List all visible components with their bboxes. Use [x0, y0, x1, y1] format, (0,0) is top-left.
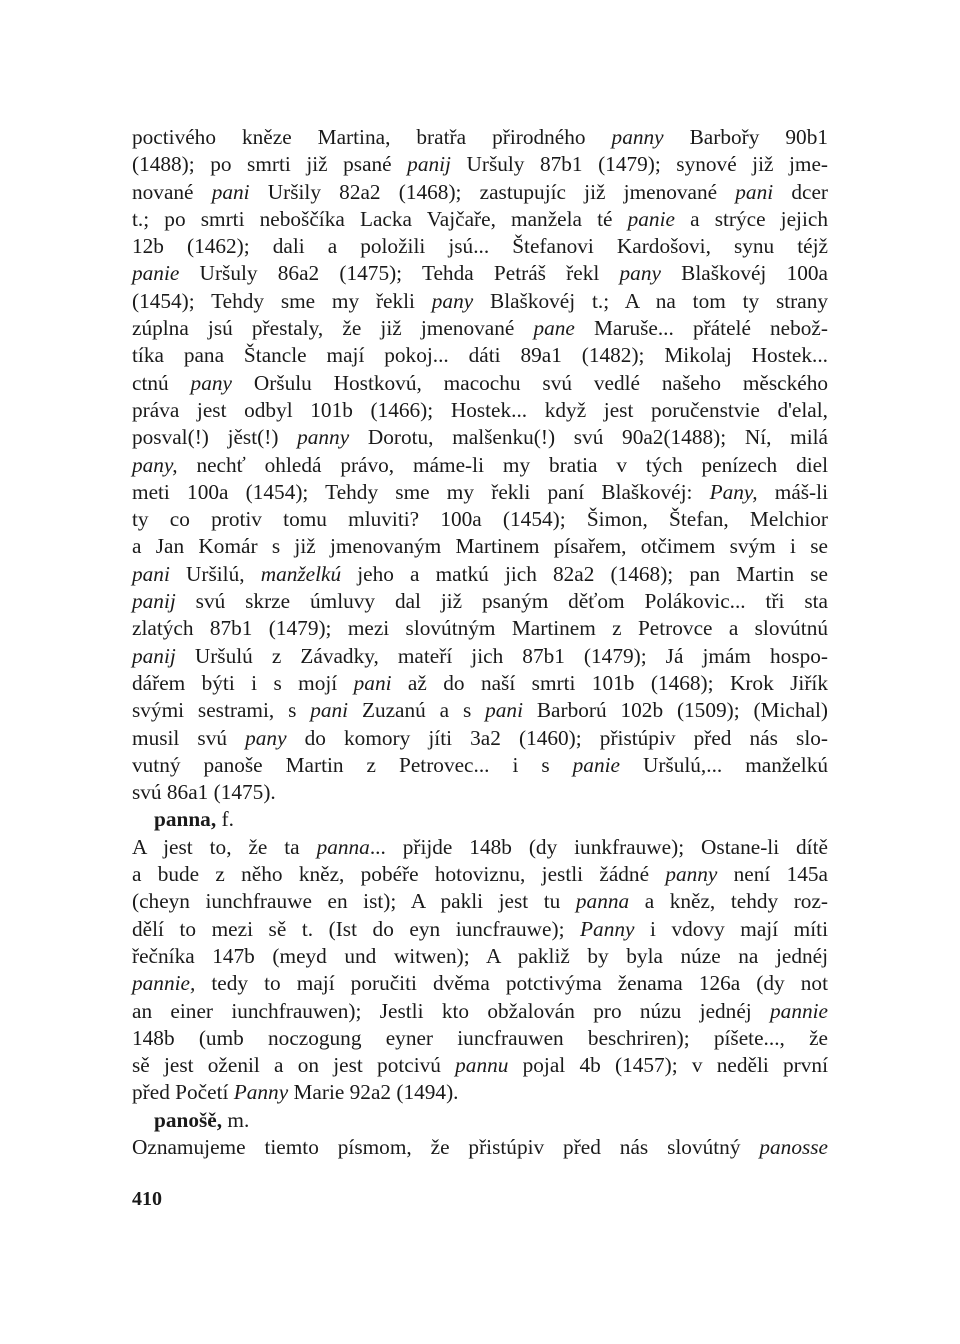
italic-term: Pany,: [709, 479, 758, 504]
text-segment: posval(!) jěst(!): [132, 425, 298, 450]
text-line: [132, 370, 828, 397]
text-segment: není 145a: [717, 862, 828, 887]
entry-headword-line: [132, 806, 828, 833]
text-segment: Uršilú,: [169, 561, 261, 586]
text-line: [132, 752, 828, 779]
text-line: [132, 1025, 828, 1052]
italic-term: panny: [611, 125, 664, 149]
text-line: [132, 533, 828, 560]
text-segment: dářem býti i s mojí: [132, 670, 354, 695]
text-segment: (cheyn iunchfrauwe en ist); A pakli jest tu: [132, 889, 576, 914]
text-segment: Oršulu Hostkovú, macochu svú vedlé našeho měsckého: [231, 370, 829, 395]
text-line: [132, 588, 828, 615]
italic-term: pany: [431, 288, 474, 313]
italic-term: panosse: [759, 1134, 828, 1159]
text-segment: pojal 4b (1457); v neděli první: [508, 1053, 828, 1078]
italic-term: pani: [310, 698, 349, 723]
text-segment: A jest to, že ta: [132, 834, 317, 859]
text-segment: 148b (umb noczogung eyner iuncfrauwen beschriren); píšete..., že: [132, 1025, 828, 1050]
text-segment: a kněz, tehdy roz-: [629, 889, 828, 914]
text-segment: Uršily 82a2 (1468); zastupujíc již jmenované: [249, 179, 736, 204]
text-segment: f.: [216, 807, 234, 832]
text-segment: sě jest oženil a on jest potcivú: [132, 1053, 456, 1078]
text-line: [132, 998, 828, 1025]
text-segment: i vdovy mají míti: [634, 916, 828, 941]
text-line: [132, 779, 828, 806]
italic-term: panna: [316, 834, 370, 859]
text-segment: Marie 92a2 (1494).: [288, 1080, 459, 1105]
text-segment: Oznamujeme tiemto písmom, že přistúpiv před nás slovútný: [132, 1134, 760, 1159]
text-segment: Zuzanú a s: [348, 698, 486, 723]
text-line: [132, 561, 828, 588]
text-segment: dělí to mezi sě t. (Ist do eyn iuncfrauwe);: [132, 916, 581, 941]
italic-term: panny: [665, 862, 718, 887]
text-line: [132, 506, 828, 533]
italic-term: pani: [485, 698, 523, 723]
text-segment: svými sestrami, s: [132, 698, 311, 723]
italic-term: Panny: [233, 1080, 289, 1105]
italic-term: pani: [211, 179, 250, 204]
text-line: [132, 943, 828, 970]
text-segment: řečníka 147b (meyd und witwen); A pakliž by byla núze na jednéj: [132, 943, 828, 968]
text-segment: zlatých 87b1 (1479); mezi slovútným Martinem z Petrovce a slovútnú: [132, 616, 828, 641]
text-line: [132, 643, 828, 670]
italic-term: panie: [132, 261, 180, 286]
text-segment: dcer: [773, 179, 828, 204]
text-segment: Uršulú z Závadky, mateří jich 87b1 (1479); Já jmám hospo-: [175, 643, 828, 668]
text-line: [132, 124, 828, 151]
text-segment: Uršuly 87b1 (1479); synové již jme-: [450, 152, 829, 177]
text-line: [132, 1079, 828, 1106]
text-line: [132, 615, 828, 642]
text-line: [132, 479, 828, 506]
page-number: 410: [132, 1188, 162, 1210]
text-segment: a Jan Komár s již jmenovaným Martinem písařem, otčimem svým i se: [132, 534, 828, 559]
text-segment: (1488); po smrti již psané: [132, 152, 408, 177]
headword: panna,: [154, 807, 217, 832]
italic-term: pani: [735, 179, 774, 204]
text-segment: ctnú: [132, 370, 191, 395]
text-line: [132, 1134, 828, 1161]
text-segment: Barbořy 90b1: [663, 125, 828, 149]
text-segment: Dorotu, malšenku(!) svú 90a2(1488); Ní, milá: [349, 425, 828, 450]
text-line: [132, 233, 828, 260]
text-segment: a strýce jejich: [674, 206, 828, 231]
text-segment: Uršulú,... manželkú: [619, 752, 828, 777]
page-body: [132, 124, 828, 1161]
text-segment: zúplna jsú přestaly, že již jmenované: [132, 316, 534, 341]
text-line: [132, 888, 828, 915]
text-segment: nované: [132, 179, 212, 204]
text-segment: musil svú: [132, 725, 246, 750]
text-line: [132, 970, 828, 997]
text-line: [132, 179, 828, 206]
text-segment: poctivého kněze Martina, bratřa přirodného: [132, 125, 612, 149]
text-line: [132, 315, 828, 342]
italic-term: manželkú: [260, 561, 342, 586]
text-segment: vutný panoše Martin z Petrovec... i s: [132, 752, 573, 777]
text-line: [132, 725, 828, 752]
italic-term: panna: [575, 889, 630, 914]
italic-term: pani: [353, 670, 392, 695]
italic-term: pannie: [770, 998, 828, 1023]
text-segment: až do naší smrti 101b (1468); Krok Jiřík: [391, 670, 828, 695]
text-segment: Blaškovéj 100a: [660, 261, 828, 286]
text-line: [132, 151, 828, 178]
text-line: [132, 670, 828, 697]
text-line: [132, 861, 828, 888]
text-line: [132, 260, 828, 287]
text-segment: jeho a matkú jich 82a2 (1468); pan Martin se: [341, 561, 829, 586]
text-segment: m.: [222, 1107, 250, 1132]
text-segment: 12b (1462); dali a položili jsú... Štefanovi Kardošovi, synu téjž: [132, 234, 828, 259]
text-segment: Uršuly 86a2 (1475); Tehda Petráš řekl: [179, 261, 620, 286]
text-segment: Barború 102b (1509); (Michal): [523, 698, 828, 723]
italic-term: panie: [627, 206, 675, 231]
entry-headword-line: [132, 1107, 828, 1134]
text-line: [132, 1052, 828, 1079]
text-segment: ty co protiv tomu mluviti? 100a (1454); Šimon, Štefan, Melchior: [132, 507, 828, 532]
italic-term: pany: [245, 725, 287, 750]
text-segment: svú 86a1 (1475).: [132, 780, 276, 805]
text-segment: práva jest odbyl 101b (1466); Hostek... když jest poručenstvie d'elal,: [132, 397, 828, 422]
text-line: [132, 834, 828, 861]
italic-term: pane: [533, 316, 575, 341]
text-segment: meti 100a (1454); Tehdy sme my řekli paní Blaškovéj:: [132, 479, 710, 504]
text-segment: t.; po smrti neboščíka Lacka Vajčaře, manžela té: [132, 206, 628, 231]
text-segment: ... přijde 148b (dy iunkfrauwe); Ostane-li dítě: [369, 834, 828, 859]
italic-term: pany: [619, 261, 661, 286]
text-line: [132, 288, 828, 315]
italic-term: panie: [572, 752, 620, 777]
italic-term: pany: [190, 370, 232, 395]
text-segment: (1454); Tehdy sme my řekli: [132, 288, 432, 313]
italic-term: panij: [132, 589, 176, 614]
text-line: [132, 697, 828, 724]
text-segment: Maruše... přátelé nebož-: [574, 316, 828, 341]
text-line: [132, 206, 828, 233]
text-segment: tedy to mají poručiti dvěma potctivýma ženama 126a (dy not: [195, 971, 828, 996]
text-segment: nechť ohledá právo, máme-li my bratia v tých penízech diel: [177, 452, 828, 477]
text-segment: a bude z něho kněz, pobéře hotoviznu, jestli žádné: [132, 862, 666, 887]
text-segment: Blaškovéj t.; A na tom ty strany: [473, 288, 828, 313]
text-line: [132, 452, 828, 479]
headword: panošě,: [154, 1107, 223, 1132]
italic-term: pany,: [132, 452, 178, 477]
italic-term: panij: [407, 152, 451, 177]
text-segment: před Početí: [132, 1080, 234, 1105]
text-line: [132, 342, 828, 369]
italic-term: pannie,: [132, 971, 196, 996]
italic-term: panij: [132, 643, 176, 668]
italic-term: panny: [297, 425, 350, 450]
text-line: [132, 424, 828, 451]
italic-term: pani: [132, 561, 170, 586]
italic-term: Panny: [580, 916, 635, 941]
text-segment: svú skrze úmluvy dal již psaným děťom Polákovic... tři sta: [175, 589, 828, 614]
italic-term: pannu: [455, 1053, 509, 1078]
text-segment: tíka pana Štancle mají pokoj... dáti 89a1 (1482); Mikolaj Hostek...: [132, 343, 828, 368]
text-line: [132, 916, 828, 943]
text-segment: an einer iunchfrauwen); Jestli kto obžalován pro núzu jednéj: [132, 998, 771, 1023]
text-line: [132, 397, 828, 424]
text-segment: máš-li: [757, 479, 828, 504]
text-segment: do komory jíti 3a2 (1460); přistúpiv před nás slo-: [286, 725, 828, 750]
